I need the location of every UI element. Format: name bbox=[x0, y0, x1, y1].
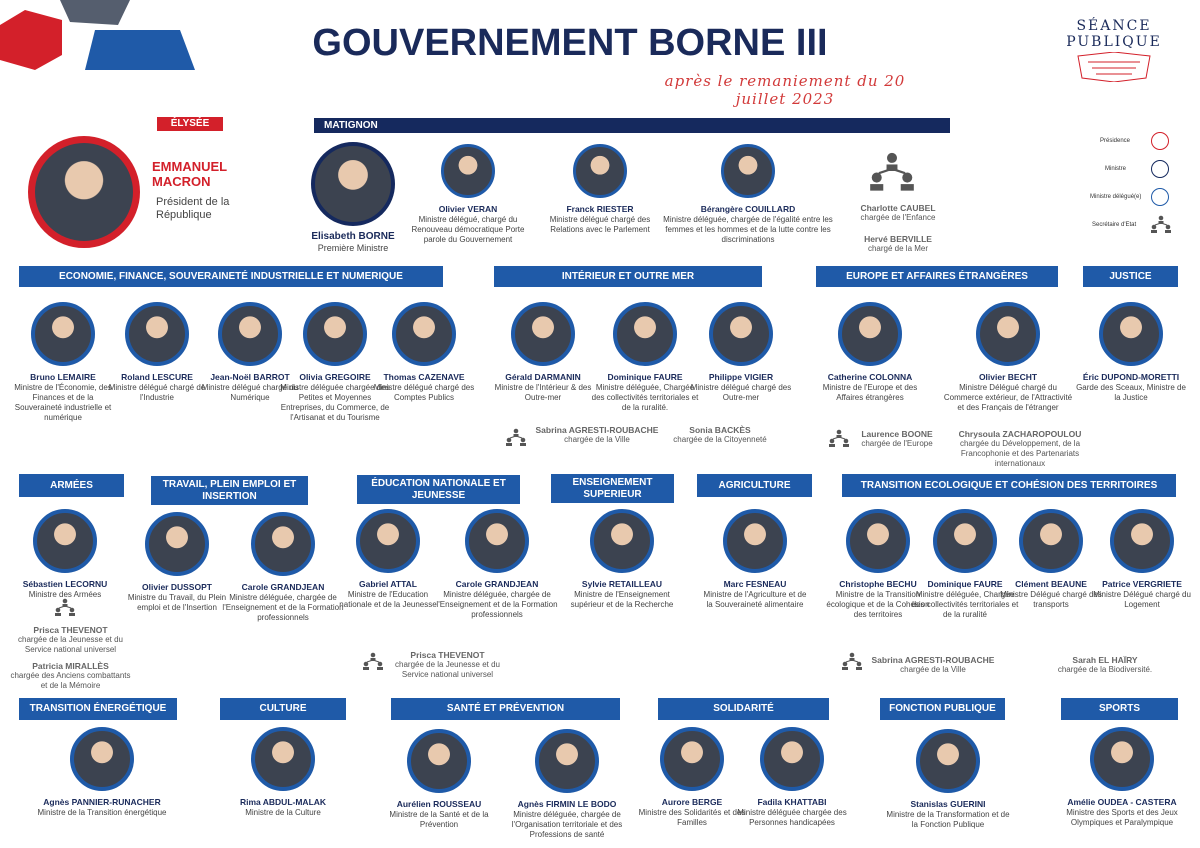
member-name: Aurore BERGE bbox=[661, 797, 723, 807]
seance-publique-logo bbox=[1048, 14, 1180, 86]
secretary-name: Sabrina AGRESTI-ROUBACHE bbox=[871, 655, 995, 665]
member-role: Ministre des Solidarités et des Familles bbox=[638, 808, 746, 827]
member-photo bbox=[303, 302, 367, 366]
member-name: Carole GRANDJEAN bbox=[241, 582, 325, 592]
minister-card bbox=[686, 302, 796, 403]
transition-banner: TRANSITION ECOLOGIQUE ET COHÉSION DES TERRITOIRES bbox=[842, 474, 1176, 497]
member-name: Bruno LEMAIRE bbox=[30, 372, 96, 382]
secretary-group-icon bbox=[362, 652, 384, 670]
member-role: Ministre de la Transformation et de la Fonction Publique bbox=[886, 810, 1010, 829]
member-photo bbox=[660, 727, 724, 791]
legend-presidence: Présidence bbox=[1100, 138, 1131, 144]
member-photo bbox=[33, 509, 97, 573]
member-role: Ministre de l'Europe et des Affaires étrangères bbox=[822, 383, 918, 402]
fonction-banner: FONCTION PUBLIQUE bbox=[880, 698, 1005, 720]
pm-card bbox=[283, 142, 423, 253]
travail-banner: TRAVAIL, PLEIN EMPLOI ET INSERTION bbox=[151, 476, 308, 505]
member-role: Ministre Délégué chargé des transports bbox=[1000, 590, 1102, 609]
secretary-group-icon bbox=[1150, 215, 1172, 233]
member-name: Sylvie RETAILLEAU bbox=[581, 579, 663, 589]
minister-card bbox=[815, 302, 925, 403]
member-name: Bérangère COUILLARD bbox=[700, 204, 796, 214]
member-photo bbox=[407, 729, 471, 793]
minister-card bbox=[333, 509, 443, 610]
elysee-banner: ÉLYSÉE bbox=[157, 117, 223, 131]
pm-name: Elisabeth BORNE bbox=[311, 231, 395, 242]
member-photo bbox=[70, 727, 134, 791]
legend-presidence-circle bbox=[1151, 132, 1169, 150]
member-name: Olivia GREGOIRE bbox=[299, 372, 371, 382]
member-photo bbox=[1019, 509, 1083, 573]
member-photo bbox=[535, 729, 599, 793]
member-role: Ministre déléguée, chargée de l'Enseignement et de la Formation professionnels bbox=[436, 590, 558, 619]
energie-banner: TRANSITION ÉNERGÉTIQUE bbox=[19, 698, 177, 720]
secretary-role: chargée du Développement, de la Francophonie et des Partenariats internationaux bbox=[959, 439, 1081, 468]
minister-card bbox=[488, 302, 598, 403]
minister-card bbox=[10, 509, 120, 600]
secretary-group-icon bbox=[505, 428, 527, 446]
enseignement-banner: ENSEIGNEMENT SUPERIEUR bbox=[551, 474, 674, 503]
member-name: Franck RIESTER bbox=[566, 204, 634, 214]
legend-ministre: Ministre bbox=[1105, 166, 1127, 172]
member-name: Olivier BECHT bbox=[978, 372, 1038, 382]
secretary bbox=[868, 655, 998, 675]
secretary-name: Prisca THEVENOT bbox=[33, 625, 108, 635]
secretary-role: chargée de la Ville bbox=[900, 665, 966, 674]
member-photo bbox=[721, 144, 775, 198]
decorative-shapes bbox=[0, 0, 200, 80]
secretary-name: Prisca THEVENOT bbox=[410, 650, 485, 660]
secretary bbox=[1040, 655, 1170, 675]
education-banner: ÉDUCATION NATIONALE ET JEUNESSE bbox=[357, 475, 520, 504]
secretary-group-icon bbox=[868, 150, 916, 192]
minister-card bbox=[942, 302, 1074, 413]
minister-card bbox=[1087, 509, 1197, 610]
secretary-group-icon bbox=[54, 598, 76, 616]
member-role: Garde des Sceaux, Ministre de la Justice bbox=[1076, 383, 1186, 402]
member-role: Ministre de la Transition énergétique bbox=[37, 808, 167, 817]
minister-card bbox=[369, 302, 479, 403]
secretary-name: Hervé BERVILLE bbox=[864, 234, 932, 244]
member-name: Sébastien LECORNU bbox=[22, 579, 108, 589]
member-name: Gérald DARMANIN bbox=[505, 372, 581, 382]
minister-card bbox=[590, 302, 700, 413]
member-role: Ministre de l'Intérieur & des Outre-mer bbox=[494, 383, 592, 402]
member-name: Éric DUPOND-MORETTI bbox=[1082, 372, 1180, 382]
minister-card bbox=[1075, 302, 1187, 403]
borne-photo bbox=[311, 142, 395, 226]
secretary-name: Sarah EL HAÏRY bbox=[1072, 655, 1138, 665]
member-name: Patrice VERGRIETE bbox=[1102, 579, 1182, 589]
member-name: Dominique FAURE bbox=[927, 579, 1003, 589]
member-name: Stanislas GUERINI bbox=[910, 799, 986, 809]
minister-card bbox=[220, 512, 346, 623]
secretary-role: chargée des Anciens combattants et de la Mémoire bbox=[10, 671, 131, 690]
secretary-role: chargée de l'Europe bbox=[861, 439, 933, 448]
member-role: Ministre du Travail, du Plein emploi et de l'Insertion bbox=[127, 593, 227, 612]
member-photo bbox=[976, 302, 1040, 366]
macron-photo bbox=[28, 136, 140, 248]
secretary-name: Sonia BACKÈS bbox=[689, 425, 751, 435]
member-photo bbox=[31, 302, 95, 366]
member-role: Ministre déléguée, Chargée des collectivités territoriales et de la ruralité. bbox=[591, 383, 699, 412]
macron-role: Président de la République bbox=[156, 196, 230, 221]
member-role: Ministre Délégué chargé du Commerce extérieur, de l'Attractivité et des Français de l'étranger bbox=[943, 383, 1073, 412]
logo-line2: PUBLIQUE bbox=[1066, 34, 1162, 50]
member-photo bbox=[251, 727, 315, 791]
minister-card bbox=[122, 512, 232, 613]
member-name: Agnès PANNIER-RUNACHER bbox=[43, 797, 161, 807]
secretary-group-icon bbox=[841, 652, 863, 670]
member-photo bbox=[590, 509, 654, 573]
member-name: Amélie OUDEA - CASTERA bbox=[1067, 797, 1177, 807]
secretary-role: chargée de la Jeunesse et du Service national universel bbox=[18, 635, 123, 654]
member-role: Ministre des Sports et des Jeux Olympiques et Paralympique bbox=[1066, 808, 1178, 827]
member-photo bbox=[441, 144, 495, 198]
sports-banner: SPORTS bbox=[1061, 698, 1178, 720]
member-photo bbox=[1099, 302, 1163, 366]
member-photo bbox=[709, 302, 773, 366]
member-name: Olivier DUSSOPT bbox=[142, 582, 212, 592]
member-role: Ministre délégué chargé des Outre-mer bbox=[690, 383, 792, 402]
logo-emblem-icon bbox=[1068, 52, 1160, 82]
member-photo bbox=[723, 509, 787, 573]
minister-card bbox=[557, 509, 687, 610]
member-name: Christophe BECHU bbox=[839, 579, 917, 589]
member-name: Thomas CAZENAVE bbox=[383, 372, 465, 382]
matignon-member bbox=[648, 144, 848, 245]
member-role: Ministre de la Transition écologique et de la Cohésion des territoires bbox=[826, 590, 930, 619]
minister-card bbox=[637, 727, 747, 828]
secretary-role: chargée de la Ville bbox=[564, 435, 630, 444]
member-name: Carole GRANDJEAN bbox=[455, 579, 539, 589]
member-photo bbox=[933, 509, 997, 573]
member-photo bbox=[392, 302, 456, 366]
member-role: Ministre déléguée chargée des Petites et Moyennes Entreprises, du Commerce, de l'Artisanat et du Tourisme bbox=[280, 383, 390, 422]
secretary bbox=[8, 625, 133, 655]
armees-banner: ARMÉES bbox=[19, 474, 124, 497]
page-title: GOUVERNEMENT BORNE III bbox=[312, 22, 828, 64]
secretary bbox=[8, 661, 133, 691]
member-photo bbox=[218, 302, 282, 366]
member-name: Gabriel ATTAL bbox=[359, 579, 417, 589]
secretary-name: Charlotte CAUBEL bbox=[860, 203, 936, 213]
minister-card bbox=[1052, 727, 1192, 828]
member-name: Philippe VIGIER bbox=[708, 372, 774, 382]
minister-card bbox=[737, 727, 847, 828]
member-name: Rima ABDUL-MALAK bbox=[239, 797, 327, 807]
member-photo bbox=[1110, 509, 1174, 573]
member-photo bbox=[838, 302, 902, 366]
matignon-member bbox=[540, 144, 660, 235]
secretary bbox=[838, 203, 958, 223]
member-photo bbox=[251, 512, 315, 576]
eco-banner: ECONOMIE, FINANCE, SOUVERAINETÉ INDUSTRIELLE ET NUMERIQUE bbox=[19, 266, 443, 287]
member-photo bbox=[125, 302, 189, 366]
member-name: Agnès FIRMIN LE BODO bbox=[517, 799, 617, 809]
minister-card bbox=[434, 509, 560, 620]
member-photo bbox=[573, 144, 627, 198]
member-name: Aurélien ROUSSEAU bbox=[396, 799, 482, 809]
member-role: Ministre de l'Économie, des Finances et de la Souveraineté industrielle et numérique bbox=[14, 383, 112, 422]
matignon-member bbox=[408, 144, 528, 245]
member-role: Ministre délégué chargé du Numérique bbox=[201, 383, 299, 402]
secretary-role: chargée de la Biodiversité. bbox=[1057, 665, 1153, 674]
secretary-name: Sabrina AGRESTI-ROUBACHE bbox=[535, 425, 659, 435]
member-role: Ministre de l'Enseignement supérieur et de la Recherche bbox=[570, 590, 674, 609]
secretary-name: Patricia MIRALLÈS bbox=[32, 661, 109, 671]
legend-ministre-delegue: Ministre délégué(e) bbox=[1090, 194, 1142, 200]
sante-banner: SANTÉ ET PRÉVENTION bbox=[391, 698, 620, 720]
member-name: Fadila KHATTABI bbox=[757, 797, 827, 807]
member-role: Ministre de l'Education nationale et de la Jeunesse bbox=[339, 590, 437, 609]
secretary-role: chargée de la Jeunesse et du Service national universel bbox=[395, 660, 500, 679]
member-name: Clément BEAUNE bbox=[1015, 579, 1087, 589]
secretary bbox=[950, 429, 1090, 469]
member-role: Ministre des Armées bbox=[28, 590, 102, 599]
member-role: Ministre Délégué chargé du Logement bbox=[1093, 590, 1191, 609]
member-role: Ministre de l'Agriculture et de la Souveraineté alimentaire bbox=[703, 590, 807, 609]
solidarite-banner: SOLIDARITÉ bbox=[658, 698, 829, 720]
secretary-name: Chrysoula ZACHAROPOULOU bbox=[958, 429, 1082, 439]
member-name: Roland LESCURE bbox=[121, 372, 193, 382]
minister-card bbox=[384, 729, 494, 830]
secretary bbox=[838, 234, 958, 254]
member-name: Marc FESNEAU bbox=[723, 579, 787, 589]
secretary-role: chargé de la Mer bbox=[867, 244, 929, 253]
matignon-banner: MATIGNON bbox=[314, 118, 950, 133]
member-photo bbox=[916, 729, 980, 793]
secretary-role: chargée de la Citoyenneté bbox=[673, 435, 767, 444]
legend-secretaire: Secrétaire d'Etat bbox=[1092, 222, 1137, 228]
member-role: Ministre délégué chargé des Comptes Publics bbox=[373, 383, 475, 402]
justice-banner: JUSTICE bbox=[1083, 266, 1178, 287]
member-photo bbox=[145, 512, 209, 576]
pm-role: Première Ministre bbox=[317, 243, 389, 253]
member-role: Ministre délégué, chargé du Renouveau démocratique Porte parole du Gouvernement bbox=[411, 215, 525, 244]
legend-ministre-circle bbox=[1151, 160, 1169, 178]
member-photo bbox=[465, 509, 529, 573]
secretary bbox=[852, 429, 942, 449]
member-photo bbox=[760, 727, 824, 791]
member-role: Ministre délégué chargé de l'Industrie bbox=[108, 383, 206, 402]
minister-card bbox=[700, 509, 810, 610]
secretary bbox=[660, 425, 780, 445]
member-name: Olivier VERAN bbox=[438, 204, 498, 214]
logo-line1: SÉANCE bbox=[1076, 18, 1152, 34]
member-name: Dominique FAURE bbox=[607, 372, 683, 382]
secretary bbox=[385, 650, 510, 680]
agriculture-banner: AGRICULTURE bbox=[697, 474, 812, 497]
europe-banner: EUROPE ET AFFAIRES ÉTRANGÈRES bbox=[816, 266, 1058, 287]
page-subtitle: après le remaniement du 20 juillet 2023 bbox=[664, 72, 906, 108]
minister-card bbox=[883, 729, 1013, 830]
member-name: Jean-Noël BARROT bbox=[210, 372, 290, 382]
member-role: Ministre déléguée, chargée de l'Enseignement et de la Formation professionnels bbox=[222, 593, 344, 622]
culture-banner: CULTURE bbox=[220, 698, 346, 720]
secretary bbox=[532, 425, 662, 445]
member-photo bbox=[846, 509, 910, 573]
member-role: Ministre délégué chargé des Relations avec le Parlement bbox=[549, 215, 651, 234]
macron-name: EMMANUEL MACRON bbox=[152, 159, 227, 189]
minister-card bbox=[228, 727, 338, 818]
member-role: Ministre déléguée chargée des Personnes handicapées bbox=[737, 808, 847, 827]
interieur-banner: INTÉRIEUR ET OUTRE MER bbox=[494, 266, 762, 287]
member-photo bbox=[1090, 727, 1154, 791]
member-photo bbox=[511, 302, 575, 366]
member-role: Ministre déléguée, chargée de l'Organisation territoriale et des Professions de santé bbox=[511, 810, 623, 839]
member-photo bbox=[356, 509, 420, 573]
member-photo bbox=[613, 302, 677, 366]
secretary-role: chargée de l'Enfance bbox=[860, 213, 936, 222]
secretary-group-icon bbox=[828, 429, 850, 447]
minister-card bbox=[497, 729, 637, 840]
member-name: Catherine COLONNA bbox=[827, 372, 913, 382]
secretary-name: Laurence BOONE bbox=[861, 429, 933, 439]
legend-ministre-delegue-circle bbox=[1151, 188, 1169, 206]
member-role: Ministre de la Santé et de la Prévention bbox=[389, 810, 489, 829]
member-role: Ministre de la Culture bbox=[245, 808, 321, 817]
minister-card bbox=[22, 727, 182, 818]
member-role: Ministre déléguée, chargée de l'égalité entre les femmes et les hommes et de la lutte contre les discriminations bbox=[663, 215, 833, 244]
member-role: Ministre déléguée, Chargée des collectivités territoriales et de la ruralité bbox=[911, 590, 1019, 619]
